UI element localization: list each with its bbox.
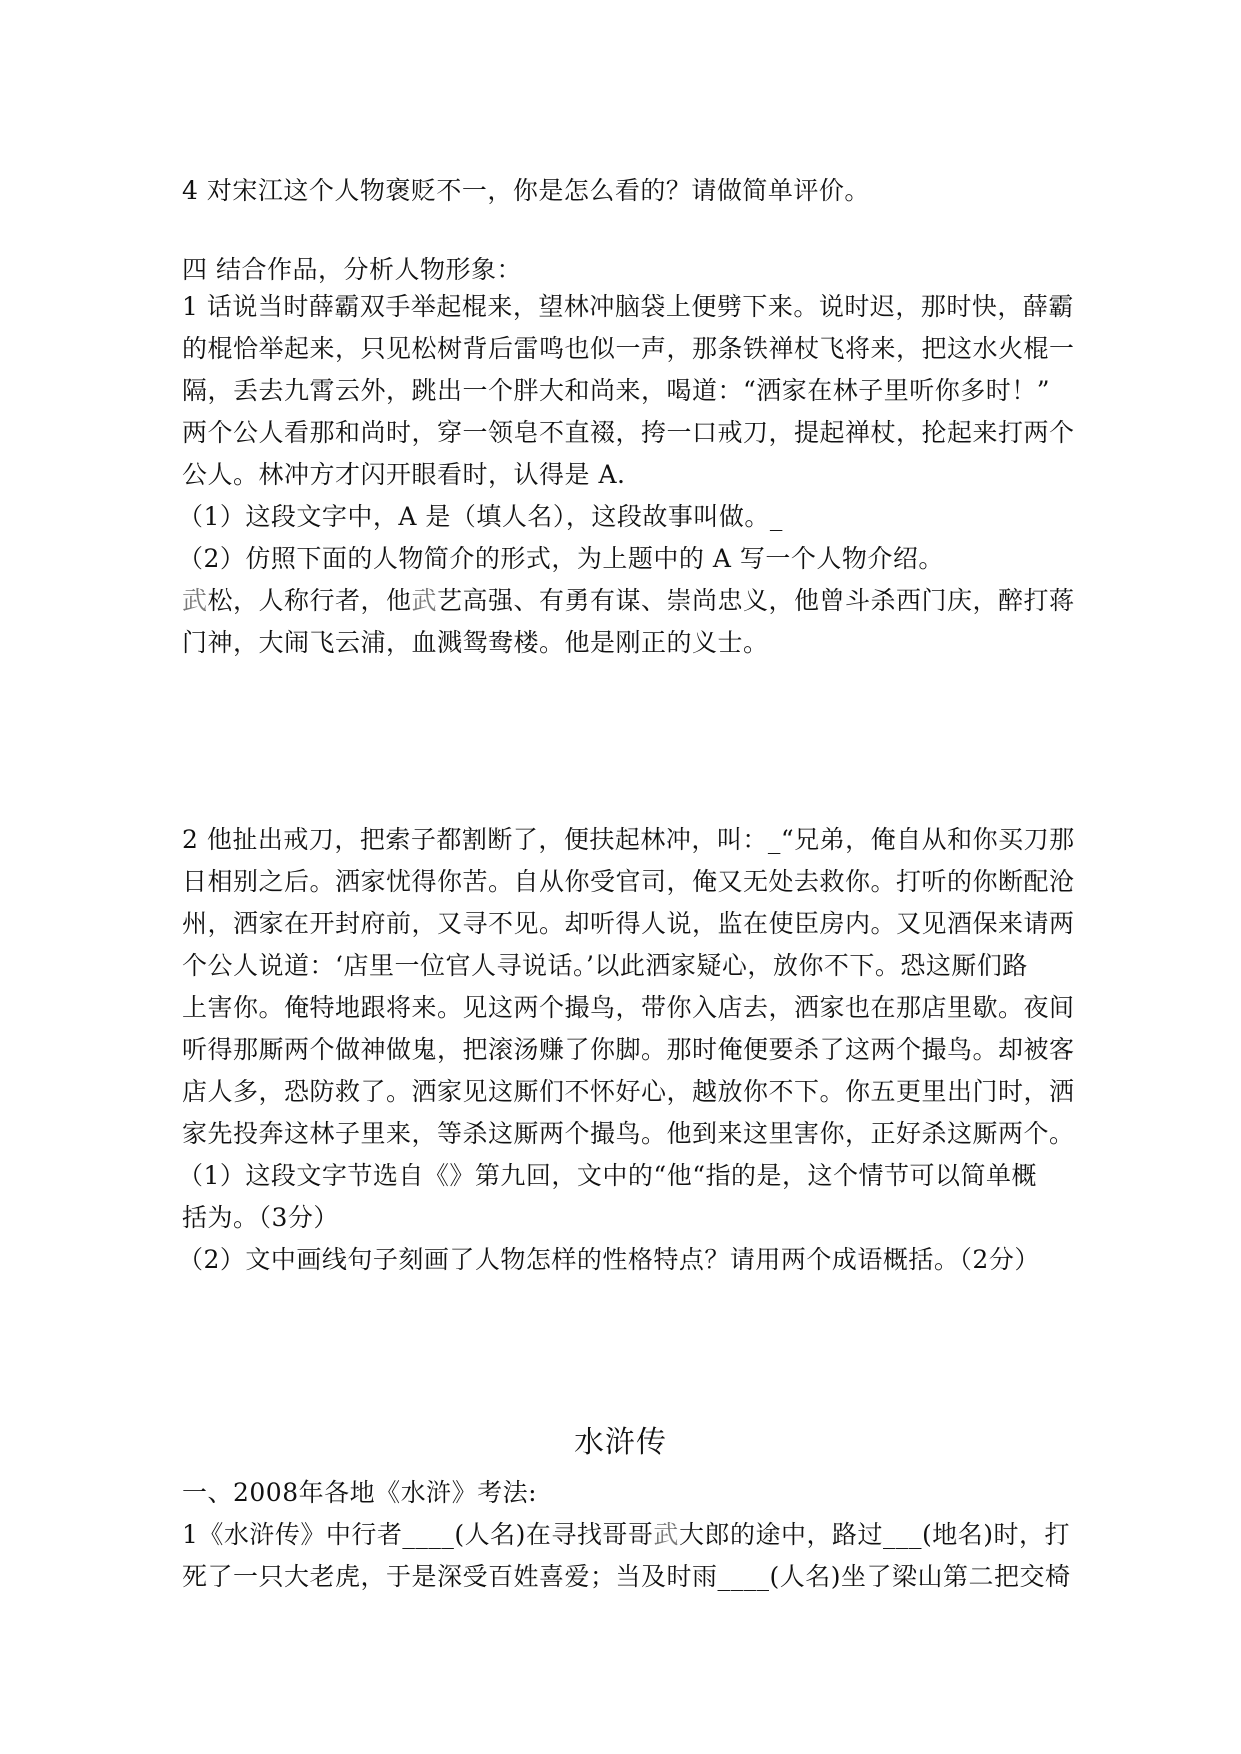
example-bio-line-1 (182, 586, 1075, 616)
passage-1-question-1: （1）这段文字中，A 是（填人名），这段故事叫做。_ (178, 502, 783, 531)
passage-2-question-1: （1）这段文字节选自《》第九回，文中的“他“指的是，这个情节可以简单概 (178, 1161, 1037, 1190)
section-title: 水浒传 (574, 1425, 667, 1460)
passage-1-line: 两个公人看那和尚时，穿一领皂不直裰，挎一口戒刀，提起禅杖，抡起来打两个 (182, 418, 1075, 447)
passage-1-line: 的棍恰举起来，只见松树背后雷鸣也似一声，那条铁禅杖飞将来，把这水火棍一 (182, 334, 1075, 363)
example-text: 艺高强、有勇有谋、崇尚忠义，他曾斗杀西门庆，醉打蒋 (437, 586, 1075, 615)
fill-blank-line-1 (182, 1520, 1070, 1550)
passage-2-line: 州，洒家在开封府前，又寻不见。却听得人说，监在使臣房内。又见酒保来请两 (182, 909, 1075, 938)
passage-2-line: 2 他扯出戒刀，把索子都割断了，便扶起林冲，叫：_“兄弟，俺自从和你买刀那 (182, 825, 1075, 854)
fill-blank-text: 1《水浒传》中行者____(人名)在寻找哥哥 (182, 1520, 654, 1549)
passage-1-question-2: （2）仿照下面的人物简介的形式，为上题中的 A 写一个人物介绍。 (178, 544, 944, 573)
example-text: 松，人称行者，他 (207, 586, 412, 615)
example-wu-char: 武 (411, 586, 438, 615)
example-wu-char: 武 (182, 586, 208, 615)
passage-2-question-2: （2）文中画线句子刻画了人物怎样的性格特点？请用两个成语概括。（2分） (178, 1245, 1040, 1274)
passage-2-line: 店人多，恐防救了。洒家见这厮们不怀好心，越放你不下。你五更里出门时，洒 (182, 1077, 1075, 1106)
passage-2-line: 上害你。俺特地跟将来。见这两个撮鸟，带你入店去，洒家也在那店里歇。夜间 (182, 993, 1075, 1022)
question-4: 4 对宋江这个人物褒贬不一，你是怎么看的？请做简单评价。 (182, 176, 870, 205)
example-bio-line-2: 门神，大闹飞云浦，血溅鸳鸯楼。他是刚正的义士。 (182, 628, 769, 657)
sub-heading: 一、2008年各地《水浒》考法: (182, 1478, 538, 1507)
section-4-heading: 四 结合作品，分析人物形象： (182, 255, 522, 284)
passage-2-line: 个公人说道：‘店里一位官人寻说话。’以此洒家疑心，放你不下。恐这厮们路 (182, 951, 1028, 980)
passage-2-line: 听得那厮两个做神做鬼，把滚汤赚了你脚。那时俺便要杀了这两个撮鸟。却被客 (182, 1035, 1075, 1064)
fill-blank-text: 大郎的途中，路过___(地名)时，打 (678, 1520, 1070, 1549)
passage-1-line: 公人。林冲方才闪开眼看时，认得是 A. (182, 460, 626, 489)
passage-1-line: 隔，丢去九霄云外，跳出一个胖大和尚来，喝道：“洒家在林子里听你多时！” (182, 376, 1051, 405)
passage-2-line: 日相别之后。洒家忧得你苦。自从你受官司，俺又无处去救你。打听的你断配沧 (182, 867, 1075, 896)
fill-blank-line-2: 死了一只大老虎，于是深受百姓喜爱；当及时雨____(人名)坐了梁山第二把交椅 (182, 1562, 1071, 1591)
fill-blank-wu-char: 武 (653, 1520, 679, 1549)
passage-2-line: 家先投奔这林子里来，等杀这厮两个撮鸟。他到来这里害你，正好杀这厮两个。 (182, 1119, 1075, 1148)
passage-2-question-1-cont: 括为。（3分） (182, 1203, 339, 1232)
passage-1-line: 1 话说当时薛霸双手举起棍来，望林冲脑袋上便劈下来。说时迟，那时快，薛霸 (182, 292, 1074, 321)
